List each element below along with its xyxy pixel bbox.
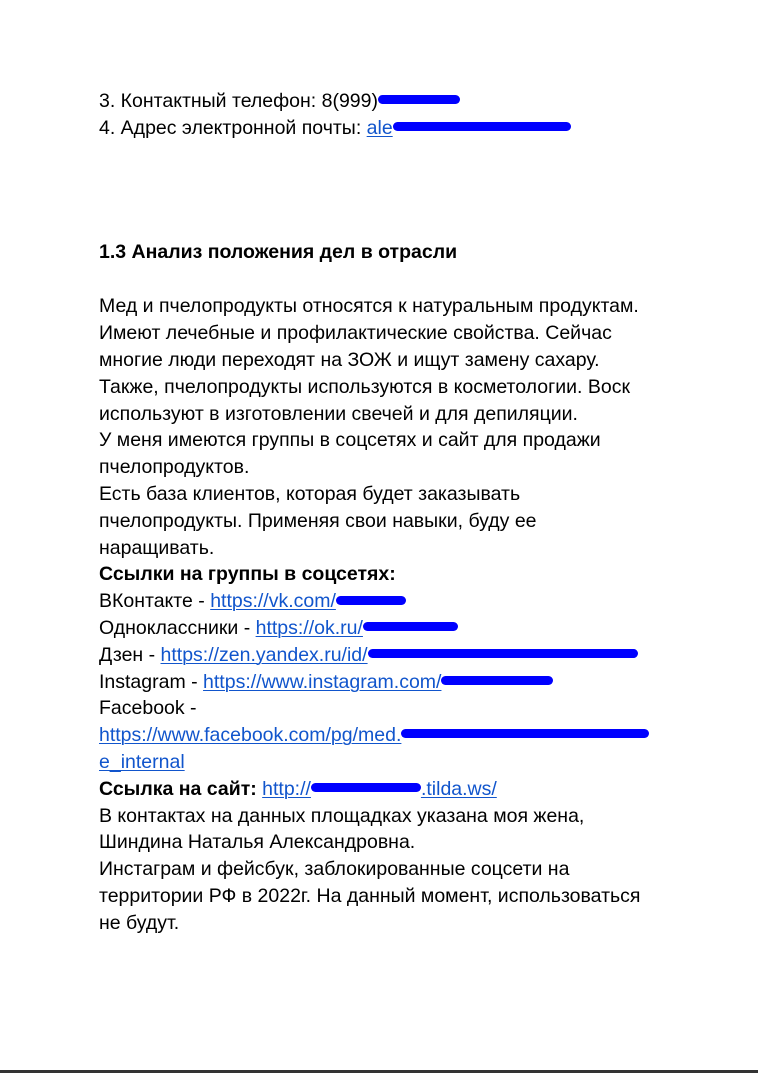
paragraph-line: пчелопродукты. Применяя свои навыки, буду ее: [99, 509, 537, 532]
paragraph-line: Мед и пчелопродукты относятся к натуральным продуктам.: [99, 295, 639, 318]
site-line: [99, 776, 699, 803]
instagram-label: Instagram -: [99, 670, 204, 693]
ok-redaction: [363, 622, 458, 631]
social-link-zen: [99, 642, 699, 669]
contact-phone-line: [99, 88, 699, 115]
zen-link[interactable]: https://zen.yandex.ru/id/: [161, 644, 638, 666]
paragraph-line: многие люди переходят на ЗОЖ и ищут замену сахару.: [99, 348, 600, 371]
section-title: 1.3 Анализ положения дел в отрасли: [99, 240, 458, 263]
vk-redaction: [336, 596, 406, 605]
site-link[interactable]: http:// .tilda.ws/: [262, 777, 497, 800]
paragraph-line: используют в изготовлении свечей и для депиляции.: [99, 402, 578, 425]
email-label: 4. Адрес электронной почты:: [99, 116, 367, 139]
social-link-facebook: [99, 722, 699, 749]
zen-redaction: [368, 649, 638, 658]
social-link-facebook-label: Facebook -: [99, 697, 197, 720]
document-page: [99, 88, 699, 937]
facebook-redaction: [401, 729, 649, 738]
paragraph-line: наращивать.: [99, 536, 215, 559]
site-label: Ссылка на сайт:: [99, 777, 263, 800]
phone-visible: 8(999): [321, 90, 378, 112]
paragraph-line: У меня имеются группы в соцсетях и сайт для продажи: [99, 429, 601, 452]
instagram-link[interactable]: https://www.instagram.com/: [203, 671, 553, 693]
closing-paragraph: [99, 803, 699, 937]
ok-label: Одноклассники -: [99, 616, 256, 639]
social-link-facebook-continued: [99, 749, 699, 776]
closing-line: В контактах на данных площадках указана моя жена,: [99, 804, 585, 827]
social-link-ok: [99, 615, 699, 642]
contact-email-line: [99, 115, 699, 142]
email-link[interactable]: ale: [367, 117, 571, 139]
site-redaction: [311, 783, 421, 792]
vk-label: ВКонтакте -: [99, 590, 211, 613]
facebook-link-continued[interactable]: e_internal: [99, 750, 185, 773]
paragraph-line: Есть база клиентов, которая будет заказывать: [99, 482, 521, 505]
closing-line: территории РФ в 2022г. На данный момент, использоваться: [99, 884, 641, 907]
zen-label: Дзен -: [99, 643, 161, 666]
phone-label: 3. Контактный телефон:: [99, 90, 322, 112]
closing-line: Шиндина Наталья Александровна.: [99, 831, 416, 854]
social-link-instagram: [99, 669, 699, 696]
phone-redaction: [378, 95, 460, 104]
email-redaction: [393, 122, 571, 131]
instagram-redaction: [441, 676, 553, 685]
spacer: [99, 142, 699, 239]
spacer: [99, 265, 699, 293]
paragraph-line: Также, пчелопродукты используются в косметологии. Воск: [99, 375, 630, 398]
paragraph-line: пчелопродуктов.: [99, 456, 250, 479]
closing-line: Инстаграм и фейсбук, заблокированные соцсети на: [99, 858, 570, 881]
analysis-paragraph: [99, 293, 699, 561]
social-link-vk: [99, 588, 699, 615]
facebook-link[interactable]: https://www.facebook.com/pg/med.: [99, 724, 649, 746]
closing-line: не будут.: [99, 911, 180, 934]
ok-link[interactable]: https://ok.ru/: [256, 617, 458, 639]
vk-link[interactable]: https://vk.com/: [210, 590, 406, 612]
paragraph-line: Имеют лечебные и профилактические свойства. Сейчас: [99, 322, 612, 345]
social-heading: Ссылки на группы в соцсетях:: [99, 563, 396, 586]
